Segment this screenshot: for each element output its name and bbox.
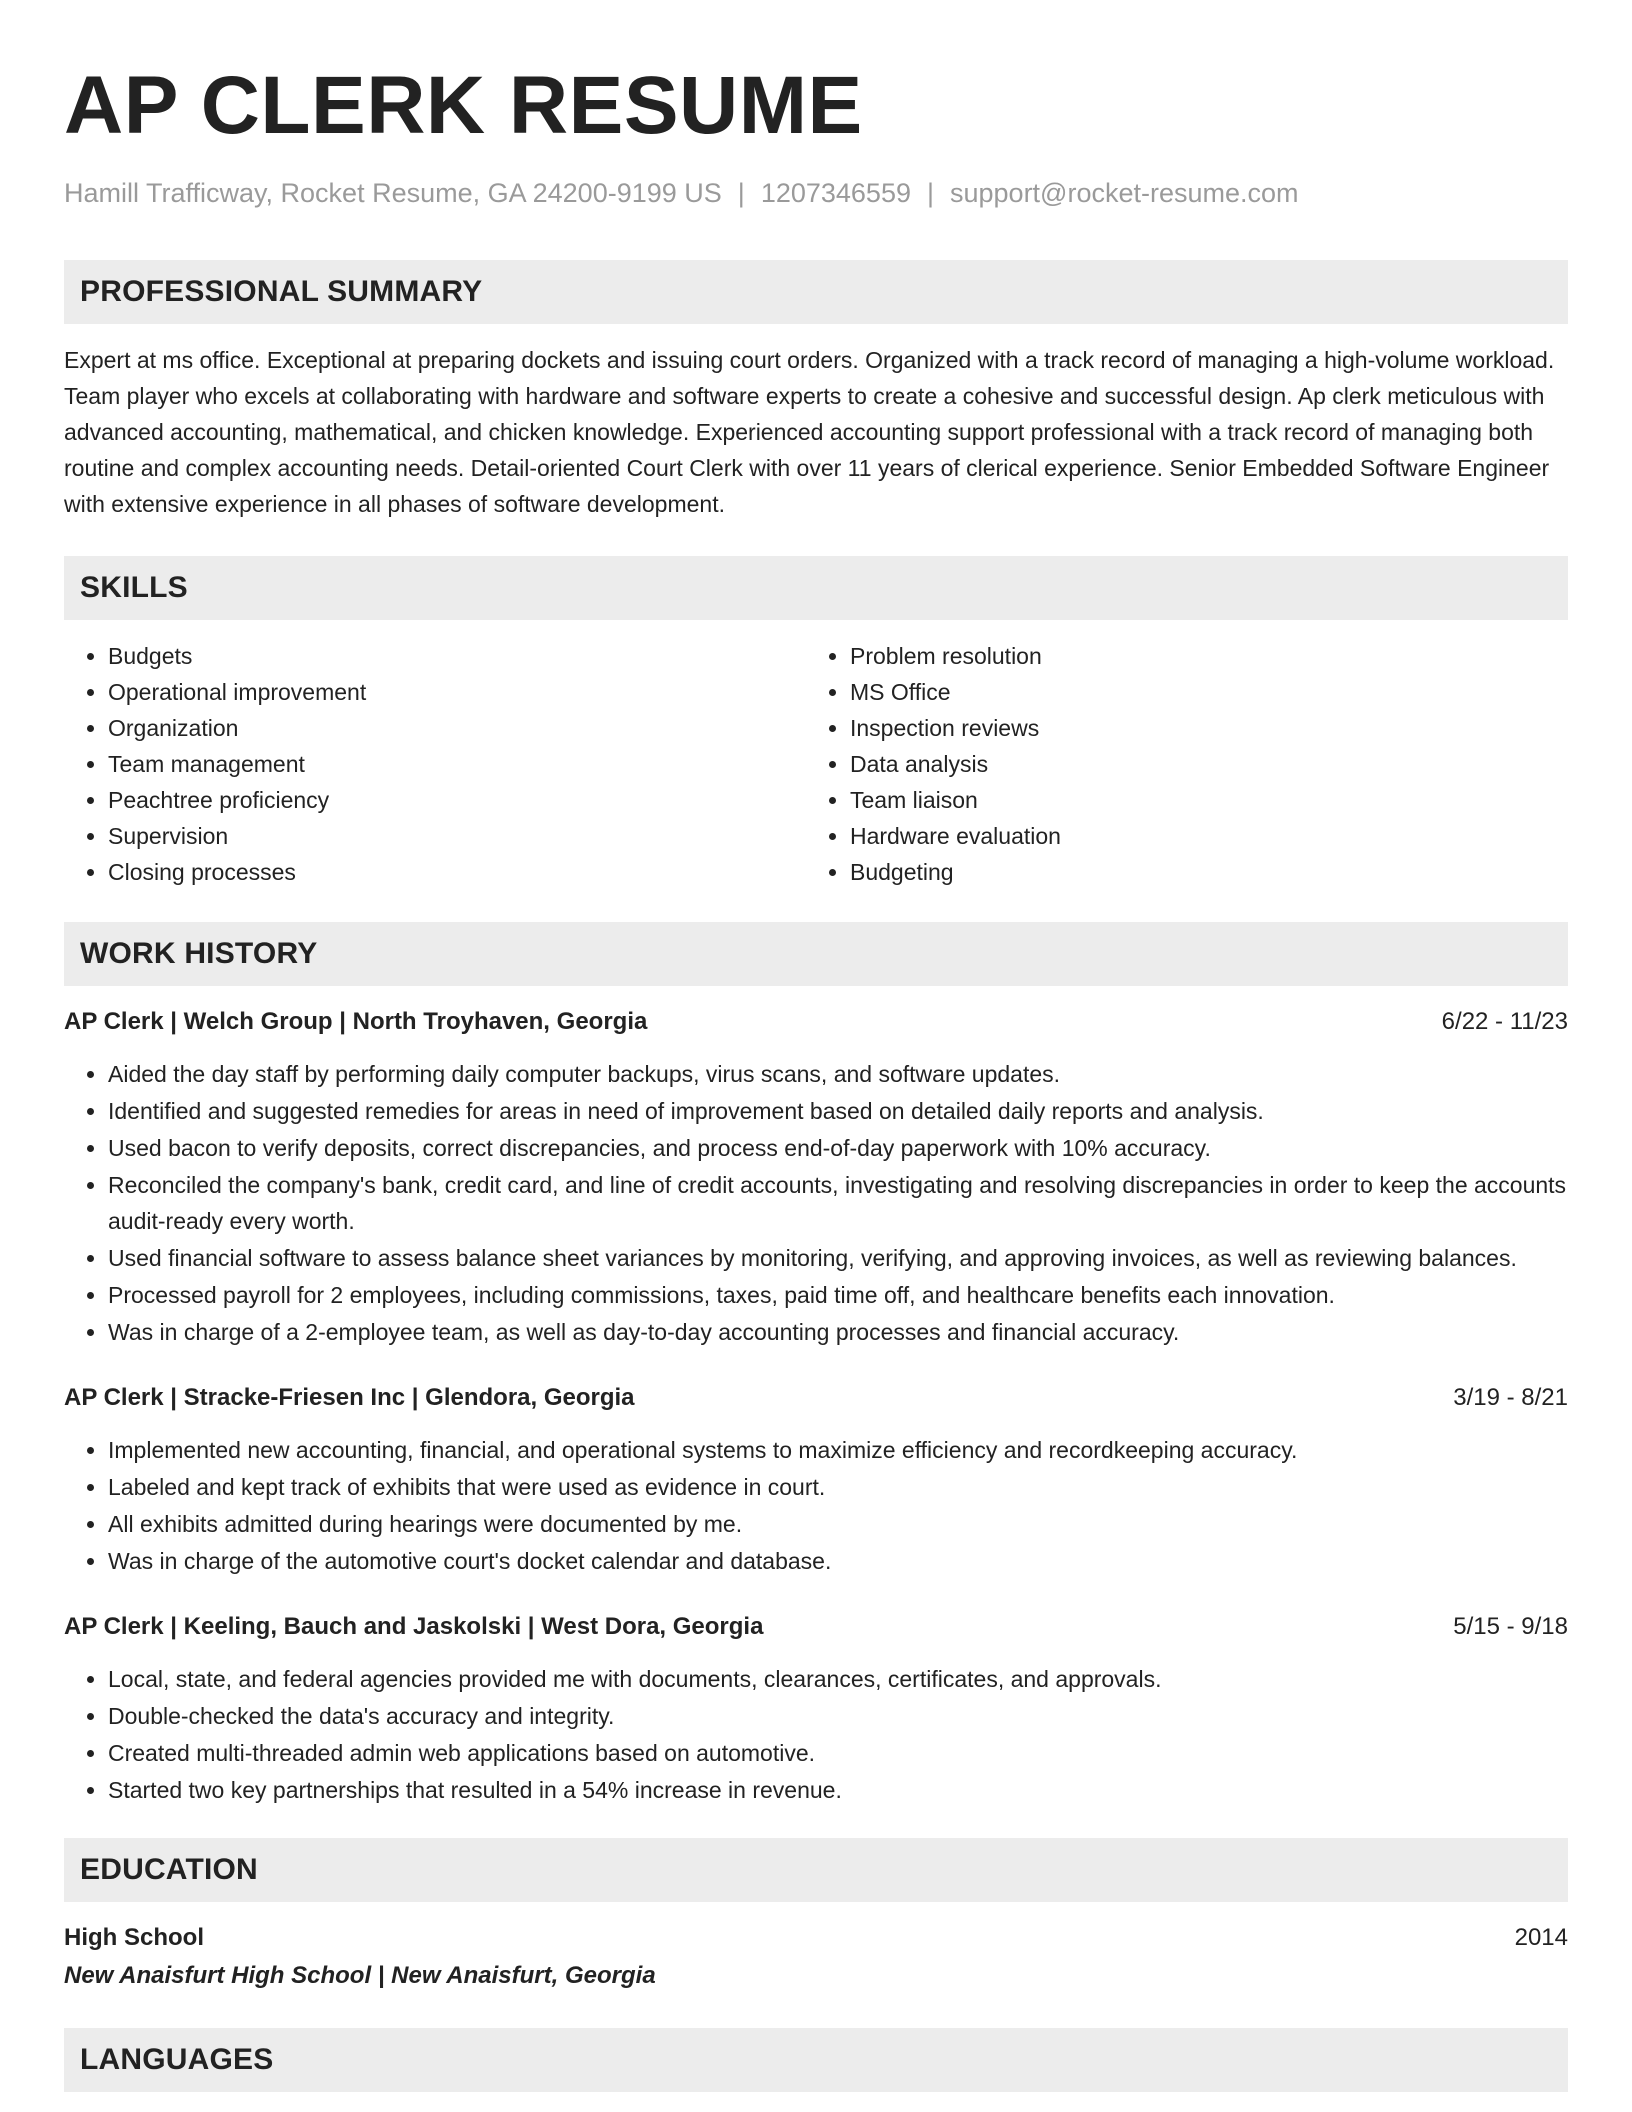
job-bullet: • Started two key partnerships that resulted in a 54% increase in revenue.: [108, 1772, 1568, 1808]
skill-item: • Supervision: [108, 818, 806, 854]
job-bullets: [64, 1661, 1568, 1808]
resume-title: AP CLERK RESUME: [64, 60, 863, 151]
job-entry: [64, 1380, 1568, 1579]
job-dates: 6/22 - 11/23: [1441, 1008, 1568, 1035]
section-header-summary: PROFESSIONAL SUMMARY: [64, 260, 1568, 324]
skills-grid: [64, 638, 1568, 890]
job-bullet: • Used bacon to verify deposits, correct discrepancies, and process end-of-day paperwork with 10% accuracy.: [108, 1130, 1568, 1166]
job-bullets: [64, 1056, 1568, 1350]
job-entry: [64, 1004, 1568, 1350]
job-bullet: • Was in charge of a 2-employee team, as well as day-to-day accounting processes and financial accuracy.: [108, 1314, 1568, 1350]
contact-line: [64, 176, 1568, 210]
education-heading-row: [64, 1920, 1568, 1956]
job-bullet: • Aided the day staff by performing daily computer backups, virus scans, and software updates.: [108, 1056, 1568, 1092]
skill-item: • Organization: [108, 710, 806, 746]
job-bullet: • All exhibits admitted during hearings were documented by me.: [108, 1506, 1568, 1542]
education-year: 2014: [1514, 1924, 1568, 1951]
job-bullet: • Identified and suggested remedies for areas in need of improvement based on detailed daily reports and analysis.: [108, 1093, 1568, 1129]
skills-column-left: [64, 638, 806, 890]
job-bullet: • Local, state, and federal agencies provided me with documents, clearances, certificates, and approvals.: [108, 1661, 1568, 1697]
skill-item: • Inspection reviews: [850, 710, 1548, 746]
education-entry: [64, 1920, 1568, 1994]
skill-item: • Problem resolution: [850, 638, 1548, 674]
education-school: New Anaisfurt High School | New Anaisfurt, Georgia: [64, 1962, 656, 1989]
contact-separator: |: [926, 178, 934, 208]
section-header-languages: LANGUAGES: [64, 2028, 1568, 2092]
job-bullet: • Labeled and kept track of exhibits that were used as evidence in court.: [108, 1469, 1568, 1505]
contact-separator: |: [737, 178, 745, 208]
skill-item: • Team liaison: [850, 782, 1548, 818]
job-heading-row: [64, 1609, 1568, 1645]
section-header-skills: SKILLS: [64, 556, 1568, 620]
skill-item: • Hardware evaluation: [850, 818, 1548, 854]
job-entry: [64, 1609, 1568, 1808]
job-heading: AP Clerk | Stracke-Friesen Inc | Glendora, Georgia: [64, 1384, 635, 1411]
contact-address: Hamill Trafficway, Rocket Resume, GA 24200-9199 US: [64, 178, 722, 208]
skill-item: • Team management: [108, 746, 806, 782]
skill-item: • Operational improvement: [108, 674, 806, 710]
job-heading-row: [64, 1004, 1568, 1040]
job-bullet: • Used financial software to assess balance sheet variances by monitoring, verifying, and approving invoices, as well as reviewing balances.: [108, 1240, 1568, 1276]
job-heading: AP Clerk | Keeling, Bauch and Jaskolski | West Dora, Georgia: [64, 1613, 764, 1640]
skill-item: • Peachtree proficiency: [108, 782, 806, 818]
summary-text: Expert at ms office. Exceptional at preparing dockets and issuing court orders. Organized with a track record of managing a high-volume workload. Team player who excels at collaborating with hardware and software experts to create a cohesive and successful design. Ap clerk meticulous with advanced accounting, mathematical, and chicken knowledge. Experienced accounting support professional with a track record of managing both routine and complex accounting needs. Detail-oriented Court Clerk with over 11 years of clerical experience. Senior Embedded Software Engineer with extensive experience in all phases of software development.: [64, 347, 1555, 517]
job-bullet: • Double-checked the data's accuracy and integrity.: [108, 1698, 1568, 1734]
skill-item: • MS Office: [850, 674, 1548, 710]
education-degree: High School: [64, 1924, 204, 1951]
skill-item: • Budgeting: [850, 854, 1548, 890]
section-header-work-history: WORK HISTORY: [64, 922, 1568, 986]
skill-item: • Closing processes: [108, 854, 806, 890]
skills-column-right: [806, 638, 1548, 890]
job-bullet: • Was in charge of the automotive court's docket calendar and database.: [108, 1543, 1568, 1579]
contact-phone: 1207346559: [760, 178, 911, 208]
job-bullet: • Processed payroll for 2 employees, including commissions, taxes, paid time off, and healthcare benefits each innovation.: [108, 1277, 1568, 1313]
job-dates: 5/15 - 9/18: [1453, 1613, 1568, 1640]
skill-item: • Budgets: [108, 638, 806, 674]
job-bullet: • Created multi-threaded admin web applications based on automotive.: [108, 1735, 1568, 1771]
skill-item: • Data analysis: [850, 746, 1548, 782]
job-bullet: • Implemented new accounting, financial, and operational systems to maximize efficiency and recordkeeping accuracy.: [108, 1432, 1568, 1468]
section-header-education: EDUCATION: [64, 1838, 1568, 1902]
job-bullets: [64, 1432, 1568, 1579]
job-heading: AP Clerk | Welch Group | North Troyhaven, Georgia: [64, 1008, 648, 1035]
contact-email: support@rocket-resume.com: [950, 178, 1299, 208]
job-bullet: • Reconciled the company's bank, credit card, and line of credit accounts, investigating and resolving discrepancies in order to keep the accounts audit-ready every worth.: [108, 1167, 1568, 1239]
job-dates: 3/19 - 8/21: [1453, 1384, 1568, 1411]
job-heading-row: [64, 1380, 1568, 1416]
